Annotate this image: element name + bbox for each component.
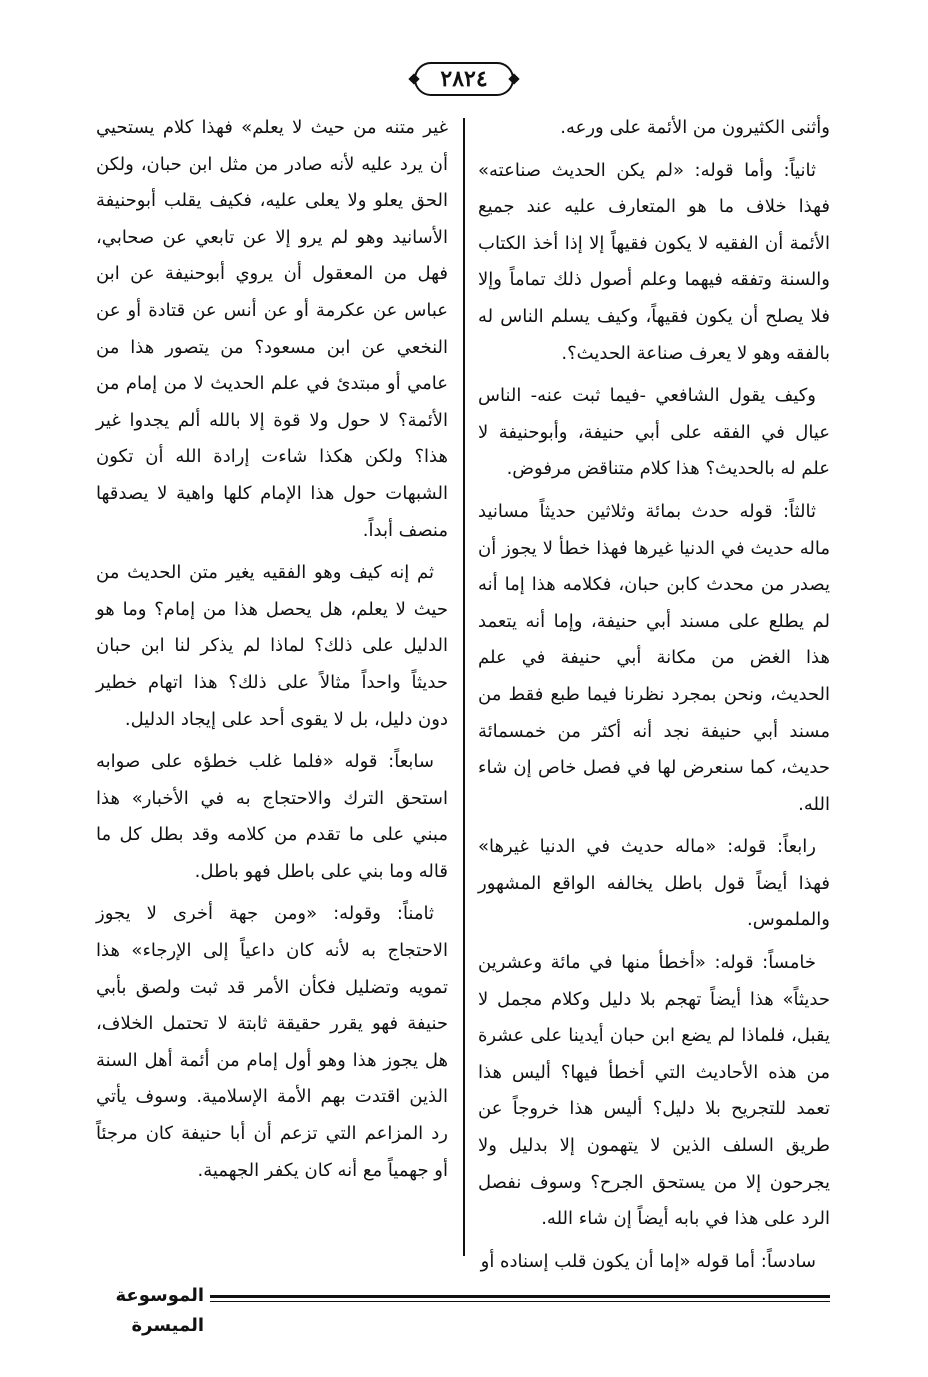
paragraph: ثامناً: وقوله: «ومن جهة أخرى لا يجوز الاحتجاج به لأنه كان داعياً إلى الإرجاء» هذا تمويه وتضليل فكأن الأمر قد ثبت ولصق بأبي حنيفة فهو يقرر حقيقة ثابتة لا تحتمل الخلاف، هل يجوز هذا وهو أول إمام من أئمة أهل السنة الذين اقتدت بهم الأمة الإسلامية. وسوف يأتي رد المزاعم التي تزعم أن أبا حنيفة كان مرجئاً أو جهمياً مع أنه كان يكفر الجهمية. <box>96 903 448 1181</box>
paragraph: سادساً: أما قوله «إما أن يكون قلب إسناده أو <box>480 1250 816 1272</box>
footer-title: الموسوعة الميسرة <box>115 1285 204 1336</box>
paragraph: ثالثاً: قوله حدث بمائة وثلاثين حديثاً مسانيد ماله حديث في الدنيا غيرها فهذا خطأ لا يجوز أن يصدر من محدث كابن حبان، فكلامه هذا إما أنه لم يطلع على مسند أبي حنيفة، وإما أنه يتعمد هذا الغض من مكانة أبي حنيفة في علم الحديث، ونحن بمجرد نظرنا فيما طبع فقط من مسند أبي حنيفة نجد أنه أكثر من خمسمائة حديث، كما سنعرض لها في فصل خاص إن شاء الله. <box>478 500 830 815</box>
paragraph: ثم إنه كيف وهو الفقيه يغير متن الحديث من حيث لا يعلم، هل يحصل هذا من إمام؟ وما هو الدليل على ذلك؟ لماذا لم يذكر لنا ابن حبان حديثاً واحداً مثالاً على ذلك؟ هذا اتهام خطير دون دليل، بل لا يقوى أحد على إيجاد الدليل. <box>96 562 448 730</box>
page-number <box>414 62 514 96</box>
page-number-text: ٢٨٢٤ <box>440 66 488 92</box>
paragraph: خامساً: قوله: «أخطأ منها في مائة وعشرين حديثاً» هذا أيضاً تهجم بلا دليل وكلام مجمل لا يقبل، فلماذا لم يضع ابن حبان أيدينا على عشرة من هذه الأحاديث التي أخطأ فيها؟ أليس هذا تعمد للتجريح بلا دليل؟ أليس هذا خروجاً عن طريق السلف الذين لا يتهمون إلا بدليل ولا يجرحون إلا من يستحق الجرح؟ وسوف نفصل الرد على هذا في بابه أيضاً إن شاء الله. <box>478 952 830 1230</box>
column-divider <box>463 118 465 1256</box>
paragraph: رابعاً: قوله: «ماله حديث في الدنيا غيرها» فهذا أيضاً قول باطل يخالفه الواقع المشهور والملموس. <box>478 836 830 931</box>
right-column <box>478 110 830 1286</box>
paragraph: وكيف يقول الشافعي -فيما ثبت عنه- الناس عيال في الفقه على أبي حنيفة، وأبوحنيفة لا علم له بالحديث؟ هذا كلام متناقض مرفوض. <box>478 385 830 480</box>
paragraph: ثانياً: وأما قوله: «لم يكن الحديث صناعته» فهذا خلاف ما هو المتعارف عليه عند جميع الأئمة أن الفقيه لا يكون فقيهاً إلا إذا أخذ الكتاب والسنة وتفقه فيهما وعلم أصول ذلك تماماً وإلا فلا يصلح أن يكون فقيهاً، وكيف يسلم الناس له بالفقه وهو لا يعرف صناعة الحديث؟. <box>478 159 830 364</box>
paragraph: وأثنى الكثيرون من الأئمة على ورعه. <box>560 117 830 138</box>
left-column <box>96 110 448 1195</box>
paragraph: سابعاً: قوله «فلما غلب خطؤه على صوابه استحق الترك والاحتجاج به في الأخبار» هذا مبني على ما تقدم من كلامه وقد بطل كل ما قاله وما بني على باطل فهو باطل. <box>96 751 448 882</box>
footer-rule <box>210 1295 830 1298</box>
paragraph: غير متنه من حيث لا يعلم» فهذا كلام يستحيي أن يرد عليه لأنه صادر من مثل ابن حبان، ولكن الحق يعلو ولا يعلى عليه، فكيف يقلب أبوحنيفة الأسانيد وهو لم يرو إلا عن تابعي عن صحابي، فهل من المعقول أن يروي أبوحنيفة عن ابن عباس عن عكرمة أو عن أنس عن قتادة أو عن النخعي عن ابن مسعود؟ من يتصور هذا من عامي أو مبتدئ في علم الحديث لا من إمام من الأئمة؟ لا حول ولا قوة إلا بالله ألم يجدوا غير هذا؟ ولكن هكذا شاءت إرادة الله أن تكون الشبهات حول هذا الإمام كلها واهية لا يصدقها منصف أبداً. <box>96 117 448 541</box>
footer-rule-thin <box>210 1301 830 1302</box>
